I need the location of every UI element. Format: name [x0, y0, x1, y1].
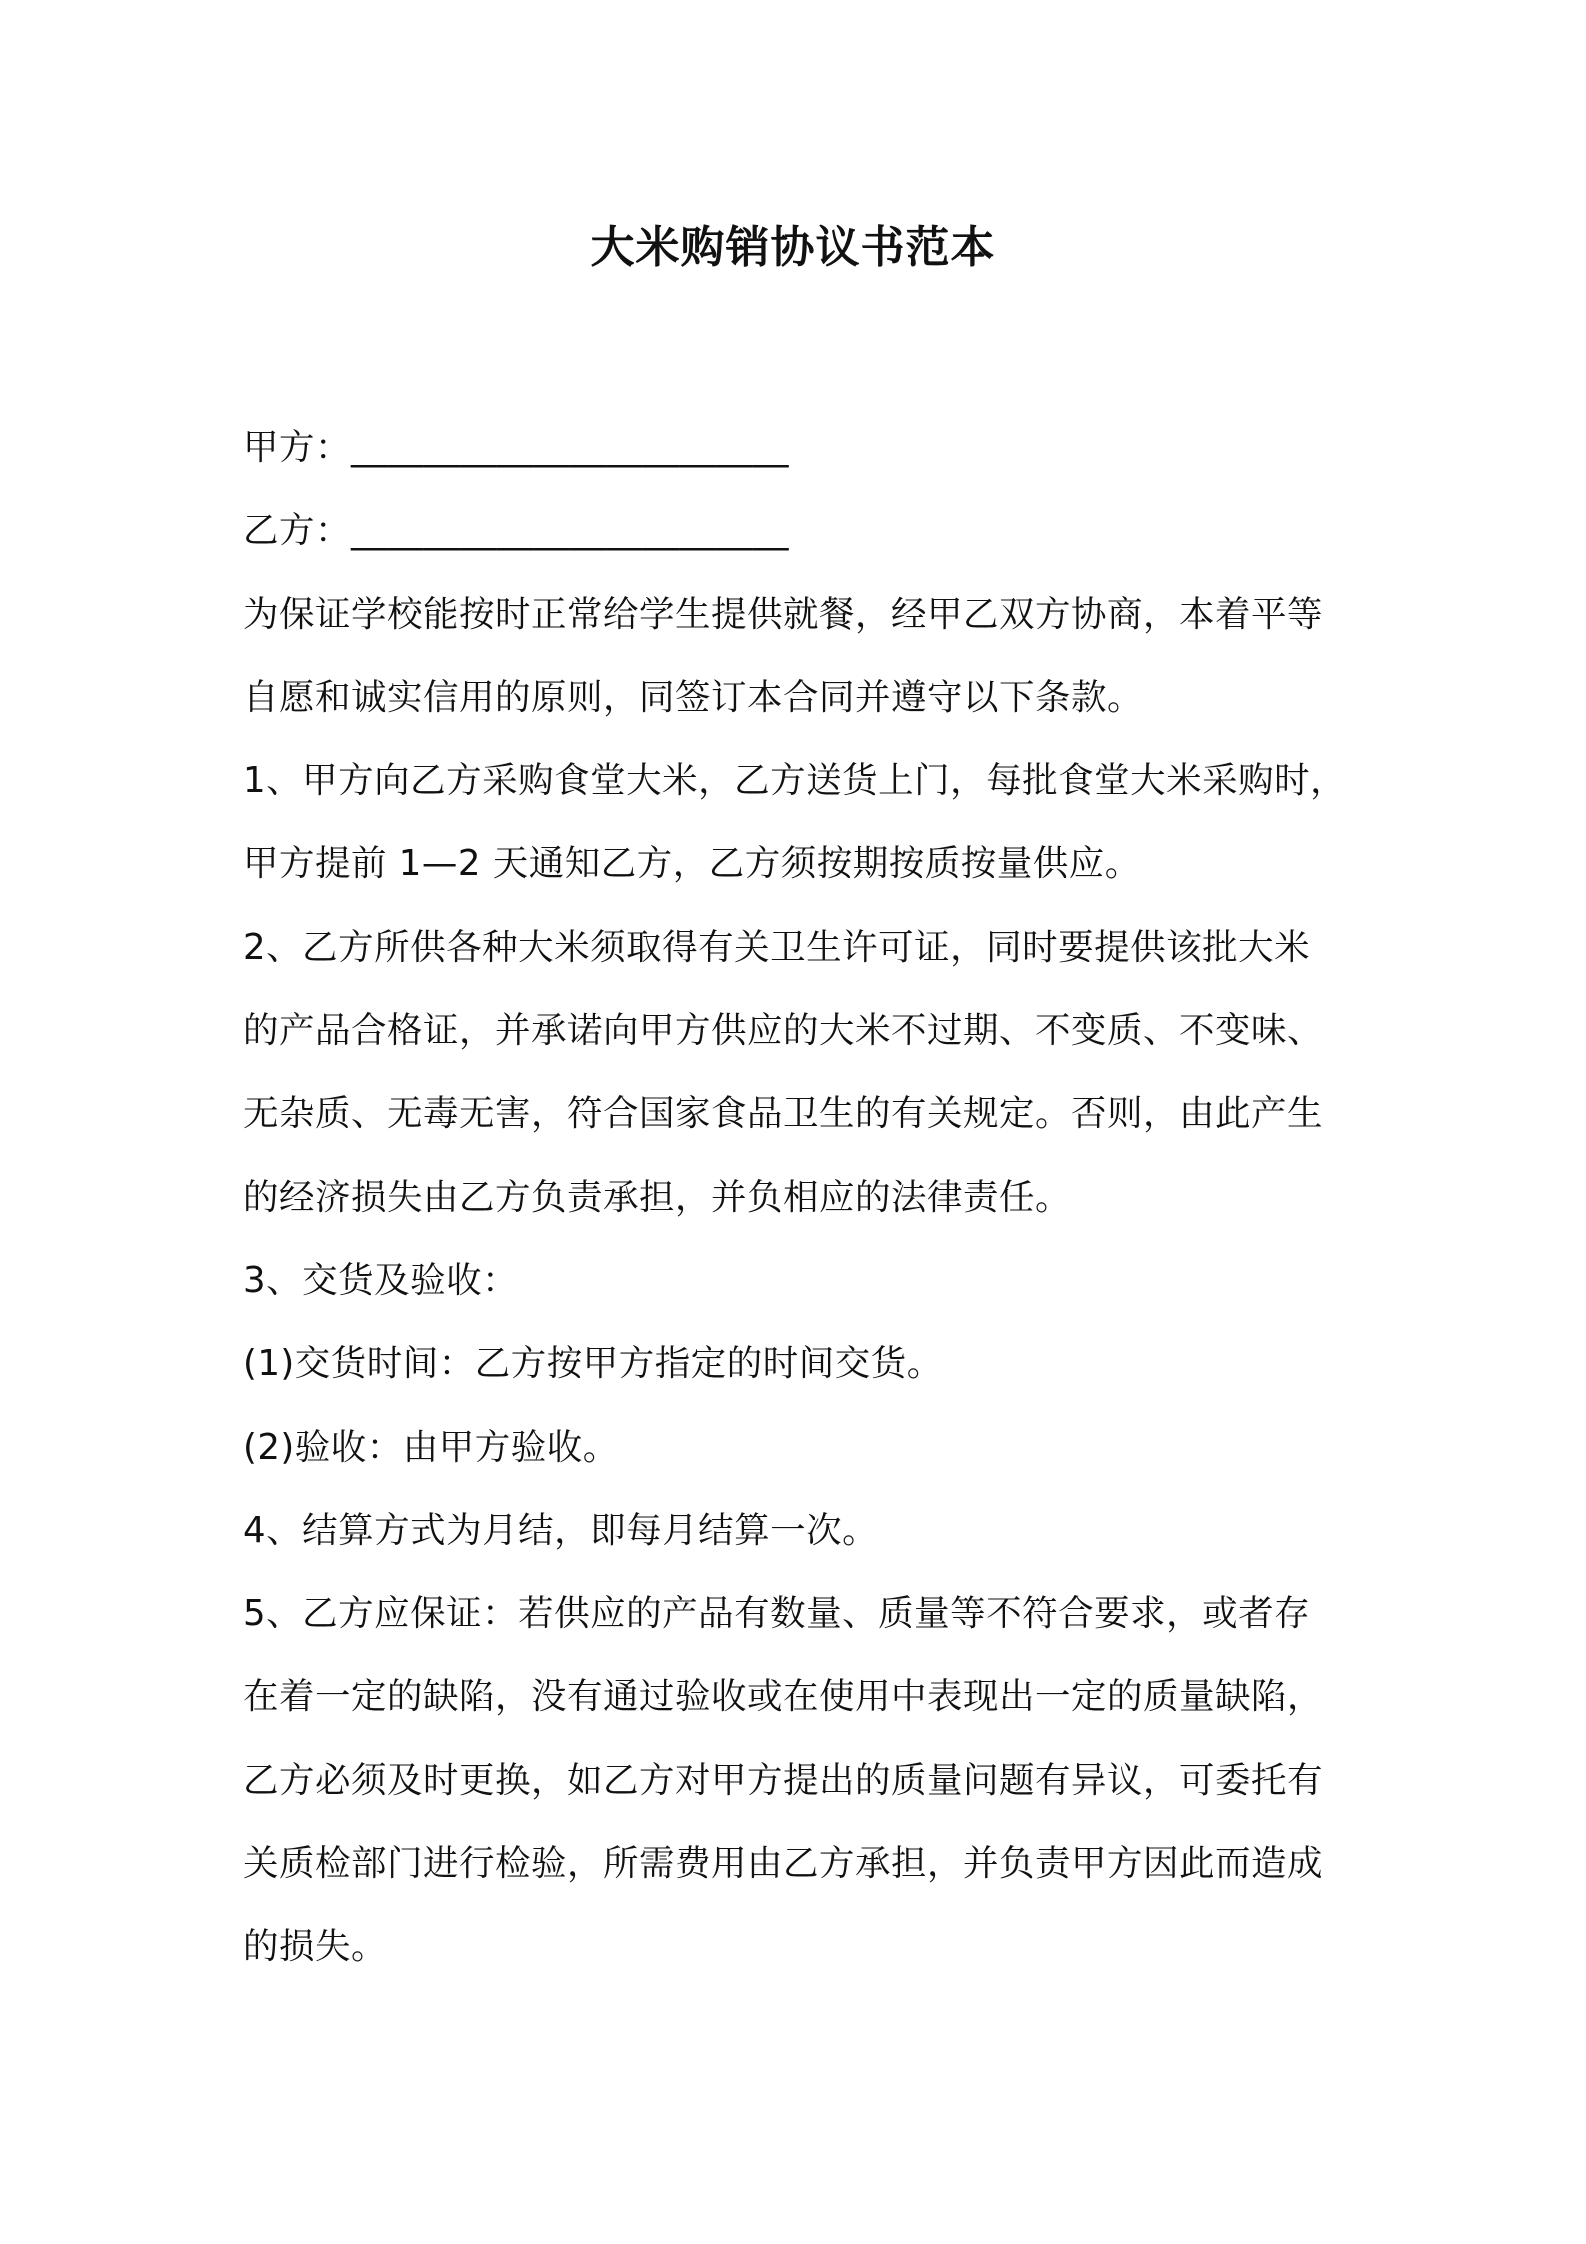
intro-line-2: 自愿和诚实信用的原则，同签订本合同并遵守以下条款。: [243, 676, 1144, 718]
clause-2-line-4: 的经济损失由乙方负责承担，并负相应的法律责任。: [243, 1176, 1072, 1218]
party-b-line: 乙方：________________________: [243, 510, 790, 552]
clause-5-line-2: 在着一定的缺陷，没有通过验收或在使用中表现出一定的质量缺陷，: [243, 1676, 1324, 1718]
clause-3-heading: 3、交货及验收：: [243, 1259, 519, 1301]
clause-2-line-2: 的产品合格证，并承诺向甲方供应的大米不过期、不变质、不变味、: [243, 1010, 1324, 1052]
party-a-line: 甲方：________________________: [243, 427, 790, 468]
clause-5-line-1: 5、乙方应保证：若供应的产品有数量、质量等不符合要求，或者存: [243, 1593, 1311, 1635]
document-title: 大米购销协议书范本: [590, 222, 996, 273]
intro-line-1: 为保证学校能按时正常给学生提供就餐，经甲乙双方协商，本着平等: [243, 593, 1324, 635]
clause-3-item-1: (1)交货时间：乙方按甲方指定的时间交货。: [243, 1343, 943, 1385]
clause-1-line-1: 1、甲方向乙方采购食堂大米，乙方送货上门，每批食堂大米采购时，: [243, 760, 1347, 802]
clause-3-item-2: (2)验收：由甲方验收。: [243, 1426, 619, 1468]
clause-2-line-1: 2、乙方所供各种大米须取得有关卫生许可证，同时要提供该批大米: [243, 926, 1311, 968]
clause-5-line-5: 的损失。: [243, 1926, 388, 1968]
document-body: [243, 406, 1363, 1989]
clause-4-line: 4、结算方式为月结，即每月结算一次。: [243, 1509, 879, 1551]
clause-5-line-4: 关质检部门进行检验，所需费用由乙方承担，并负责甲方因此而造成: [243, 1843, 1324, 1885]
clause-1-line-2: 甲方提前 1—2 天通知乙方，乙方须按期按质按量供应。: [243, 843, 1141, 885]
clause-2-line-3: 无杂质、无毒无害，符合国家食品卫生的有关规定。否则，由此产生: [243, 1093, 1324, 1135]
clause-5-line-3: 乙方必须及时更换，如乙方对甲方提出的质量问题有异议，可委托有: [243, 1759, 1324, 1801]
